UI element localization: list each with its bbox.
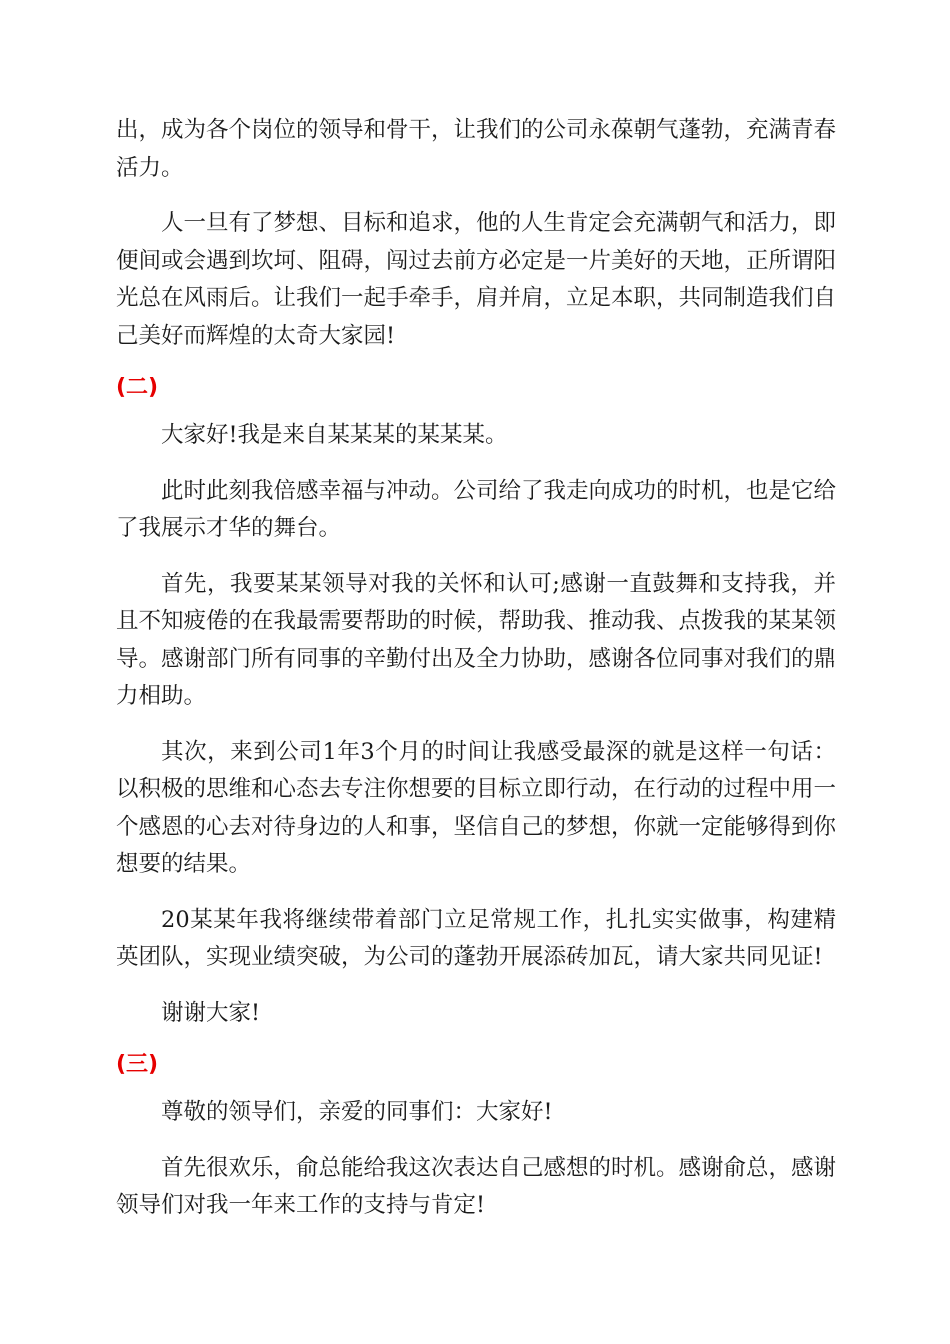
paragraph-s2-3: 首先，我要某某领导对我的关怀和认可;感谢一直鼓舞和支持我，并且不知疲倦的在我最需要帮助的时候，帮助我、推动我、点拨我的某某领导。感谢部门所有同事的辛勤付出及全力协助，感谢各位同事对我们的鼎力相助。: [116, 570, 837, 709]
paragraph-s3-1: 尊敬的领导们，亲爱的同事们：大家好!: [161, 1099, 553, 1125]
document-body: [116, 112, 836, 1243]
section-heading-3: (三): [116, 1052, 159, 1077]
paragraph-s2-2: 此时此刻我倍感幸福与冲动。公司给了我走向成功的时机，也是它给了我展示才华的舞台。: [116, 477, 837, 541]
paragraph-s2-4: 其次，来到公司1年3个月的时间让我感受最深的就是这样一句话：以积极的思维和心态去专注你想要的目标立即行动，在行动的过程中用一个感恩的心去对待身边的人和事，坚信自己的梦想，你就一定能够得到你想要的结果。: [116, 738, 837, 877]
paragraph-intro-1: 出，成为各个岗位的领导和骨干，让我们的公司永葆朝气蓬勃，充满青春活力。: [116, 117, 837, 181]
paragraph-s2-1: 大家好!我是来自某某某的某某某。: [161, 422, 508, 448]
paragraph-s3-2: 首先很欢乐，俞总能给我这次表达自己感想的时机。感谢俞总，感谢领导们对我一年来工作的支持与肯定!: [116, 1154, 837, 1218]
paragraph-s2-6: 谢谢大家!: [161, 999, 261, 1026]
section-heading-2: (二): [116, 375, 159, 400]
paragraph-intro-2: 人一旦有了梦想、目标和追求，他的人生肯定会充满朝气和活力，即便间或会遇到坎坷、阻碍，闯过去前方必定是一片美好的天地，正所谓阳光总在风雨后。让我们一起手牵手，肩并肩，立足本职，共同制造我们自己美好而辉煌的太奇大家园!: [116, 210, 837, 349]
paragraph-s2-5: 20某某年我将继续带着部门立足常规工作，扎扎实实做事，构建精英团队，实现业绩突破，为公司的蓬勃开展添砖加瓦，请大家共同见证!: [116, 906, 836, 970]
